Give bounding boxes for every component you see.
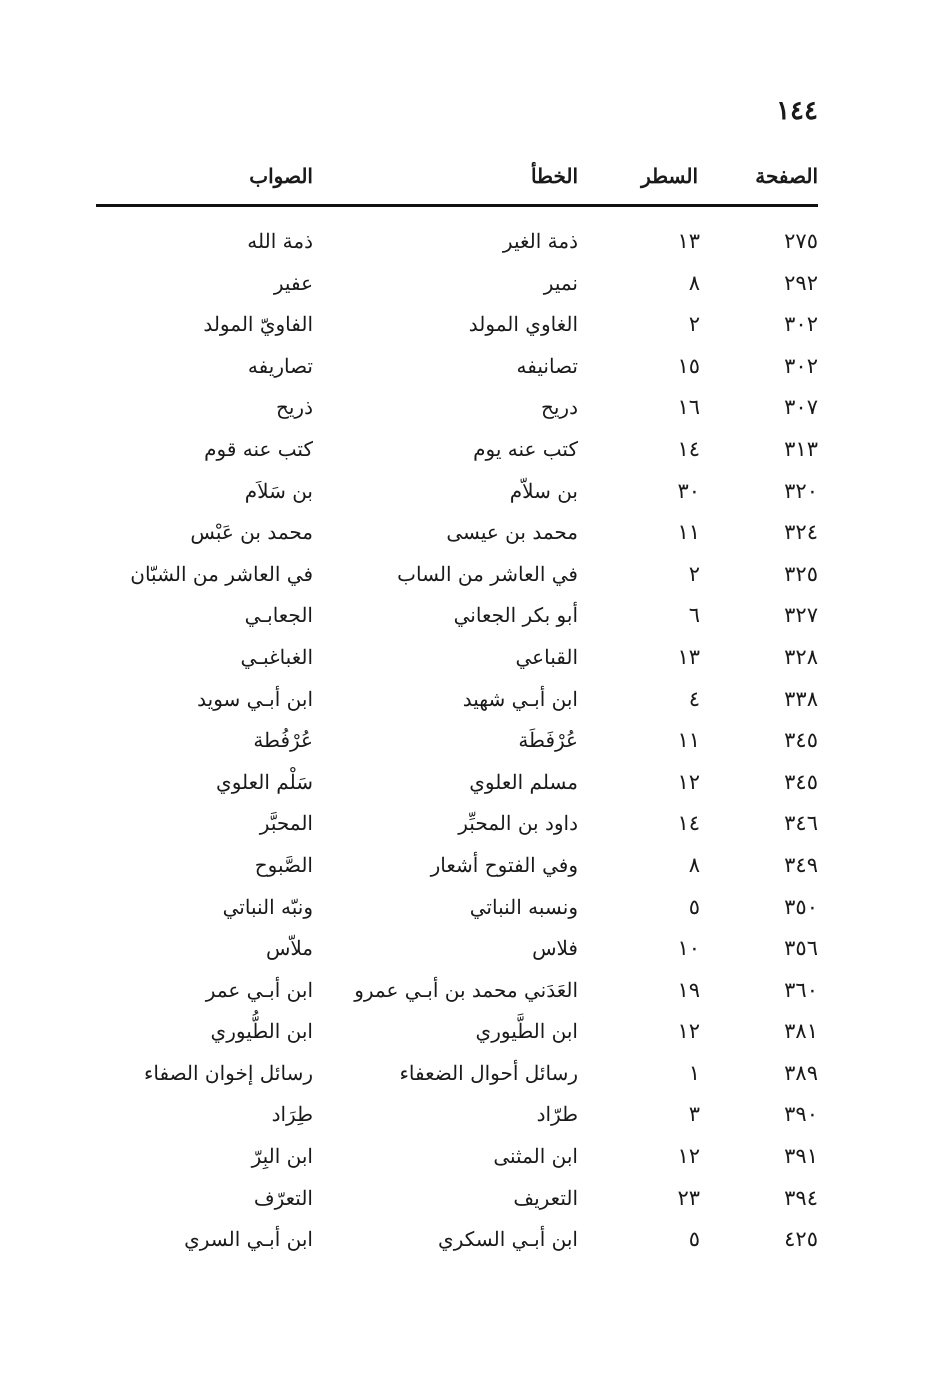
table-row	[96, 1011, 818, 1053]
errata-table	[96, 156, 818, 1261]
cell-right: الفاويّ المولد	[203, 312, 313, 337]
cell-line: ٨	[688, 852, 700, 877]
cell-wrong: فلاس	[532, 936, 578, 961]
cell-line: ١٢	[677, 769, 700, 794]
cell-line: ٣	[688, 1102, 700, 1127]
cell-page: ٣٢٧	[784, 603, 818, 628]
cell-page: ٤٢٥	[784, 1227, 818, 1252]
cell-right: ملاّس	[265, 936, 313, 961]
table-body	[96, 221, 818, 1261]
cell-right: ابن الطُّيوري	[210, 1019, 313, 1044]
cell-wrong: رسائل أحوال الضعفاء	[399, 1060, 578, 1085]
cell-page: ٣٢٠	[784, 478, 818, 503]
table-row	[96, 679, 818, 721]
page-number: ١٤٤	[776, 96, 818, 126]
table-row	[96, 512, 818, 554]
cell-page: ٣٢٨	[784, 644, 818, 669]
cell-line: ١١	[677, 520, 700, 545]
cell-right: عُرْفُطة	[253, 728, 313, 753]
header-wrong: الخطأ	[530, 164, 578, 188]
cell-page: ٣٩١	[784, 1144, 818, 1169]
cell-page: ٣٤٥	[784, 728, 818, 753]
cell-page: ٢٩٢	[784, 270, 818, 295]
cell-wrong: ونسبه النباتي	[469, 894, 578, 919]
cell-right: ذمة الله	[247, 229, 313, 253]
table-row	[96, 845, 818, 887]
cell-page: ٣٥٦	[784, 936, 818, 961]
cell-page: ٣٠٢	[784, 312, 818, 337]
cell-line: ١٥	[677, 353, 700, 378]
table-row	[96, 1219, 818, 1261]
table-row	[96, 263, 818, 305]
cell-line: ١٣	[677, 229, 700, 253]
table-row	[96, 928, 818, 970]
cell-line: ١	[688, 1060, 700, 1085]
cell-right: ونبّه النباتي	[222, 894, 313, 919]
cell-page: ٣٨٩	[784, 1060, 818, 1085]
cell-right: رسائل إخوان الصفاء	[143, 1060, 313, 1085]
cell-right: محمد بن عَبْس	[190, 520, 313, 545]
cell-wrong: ابن المثنى	[493, 1144, 578, 1169]
cell-line: ٢	[688, 312, 700, 337]
table-row	[96, 221, 818, 263]
cell-right: ذريح	[275, 395, 313, 420]
cell-right: عفير	[273, 270, 313, 295]
cell-wrong: ابن أبـي السكري	[438, 1227, 578, 1252]
header-right: الصواب	[249, 164, 313, 188]
table-header	[96, 156, 818, 196]
table-row	[96, 304, 818, 346]
cell-page: ٣٦٠	[784, 977, 818, 1002]
cell-page: ٣٢٥	[784, 561, 818, 586]
cell-page: ٣٥٠	[784, 894, 818, 919]
cell-wrong: مسلم العلوي	[469, 769, 578, 794]
cell-line: ٤	[688, 686, 700, 711]
cell-wrong: طرّاد	[536, 1102, 578, 1127]
cell-right: تصاريفه	[247, 353, 313, 378]
cell-page: ٣٤٦	[784, 811, 818, 836]
cell-line: ١٤	[677, 436, 700, 461]
table-row	[96, 471, 818, 513]
cell-wrong: وفي الفتوح أشعار	[430, 852, 578, 877]
cell-line: ١١	[677, 728, 700, 753]
table-row	[96, 970, 818, 1012]
cell-right: ابن أبـي سويد	[197, 686, 313, 711]
cell-page: ٣٢٤	[784, 520, 818, 545]
table-row	[96, 595, 818, 637]
table-row	[96, 1178, 818, 1220]
cell-page: ٣٨١	[784, 1019, 818, 1044]
cell-line: ٦	[688, 603, 700, 628]
cell-wrong: ابن أبـي شهيد	[462, 686, 578, 711]
table-row	[96, 346, 818, 388]
header-page: الصفحة	[755, 164, 818, 188]
cell-line: ١٤	[677, 811, 700, 836]
cell-page: ٣٠٧	[784, 395, 818, 420]
cell-line: ١٣	[677, 644, 700, 669]
table-row	[96, 887, 818, 929]
cell-page: ٢٧٥	[784, 229, 818, 253]
header-line: السطر	[641, 164, 698, 188]
cell-wrong: بن سلاّم	[509, 478, 578, 503]
cell-wrong: في العاشر من الساب	[397, 561, 578, 586]
cell-wrong: ابن الطَّيوري	[475, 1019, 578, 1044]
cell-wrong: التعريف	[513, 1185, 578, 1210]
cell-right: التعرّف	[253, 1185, 313, 1210]
cell-right: المحبَّر	[259, 811, 313, 836]
cell-page: ٣٣٨	[784, 686, 818, 711]
cell-right: طِرَاد	[271, 1102, 313, 1127]
cell-page: ٣١٣	[784, 436, 818, 461]
cell-right: كتب عنه قوم	[204, 436, 313, 461]
cell-right: الصَّبوح	[254, 852, 313, 877]
header-divider	[96, 204, 818, 207]
cell-right: ابن أبـي السري	[184, 1227, 313, 1252]
cell-wrong: تصانيفه	[516, 353, 578, 378]
cell-line: ١٢	[677, 1019, 700, 1044]
table-row	[96, 1053, 818, 1095]
cell-line: ٢	[688, 561, 700, 586]
cell-line: ٥	[688, 1227, 700, 1252]
table-row	[96, 1094, 818, 1136]
cell-wrong: الغاوي المولد	[468, 312, 578, 337]
cell-wrong: نمير	[543, 270, 578, 295]
cell-page: ٣٠٢	[784, 353, 818, 378]
table-row	[96, 429, 818, 471]
cell-wrong: عُرْفَطَة	[518, 728, 578, 753]
cell-wrong: ذمة الغير	[502, 229, 578, 253]
cell-wrong: العَدَني محمد بن أبـي عمرو	[354, 977, 578, 1002]
cell-page: ٣٤٥	[784, 769, 818, 794]
cell-line: ٨	[688, 270, 700, 295]
cell-right: الغباغبـي	[240, 644, 313, 669]
cell-right: الجعابـي	[244, 603, 313, 628]
cell-wrong: داود بن المحبِّر	[458, 811, 578, 836]
table-row	[96, 387, 818, 429]
table-row	[96, 1136, 818, 1178]
table-row	[96, 720, 818, 762]
cell-line: ٥	[688, 894, 700, 919]
cell-page: ٣٩٤	[784, 1185, 818, 1210]
cell-line: ١٢	[677, 1144, 700, 1169]
cell-page: ٣٩٠	[784, 1102, 818, 1127]
cell-right: ابن البِرّ	[251, 1144, 313, 1169]
cell-wrong: كتب عنه يوم	[473, 436, 578, 461]
cell-right: في العاشر من الشبّان	[130, 561, 313, 586]
cell-line: ١٩	[677, 977, 700, 1002]
cell-right: سَلْم العلوي	[216, 769, 313, 794]
table-row	[96, 803, 818, 845]
table-row	[96, 637, 818, 679]
cell-line: ١٦	[677, 395, 700, 420]
cell-wrong: دريح	[540, 395, 578, 420]
cell-right: ابن أبـي عمر	[205, 977, 313, 1002]
cell-line: ٢٣	[677, 1185, 700, 1210]
cell-page: ٣٤٩	[784, 852, 818, 877]
cell-line: ٣٠	[677, 478, 700, 503]
cell-line: ١٠	[677, 936, 700, 961]
cell-right: بن سَلاَم	[244, 478, 313, 503]
table-row	[96, 762, 818, 804]
table-row	[96, 554, 818, 596]
cell-wrong: محمد بن عيسى	[446, 520, 578, 545]
cell-wrong: أبو بكر الجعاني	[453, 603, 578, 628]
cell-wrong: القباعي	[515, 644, 578, 669]
